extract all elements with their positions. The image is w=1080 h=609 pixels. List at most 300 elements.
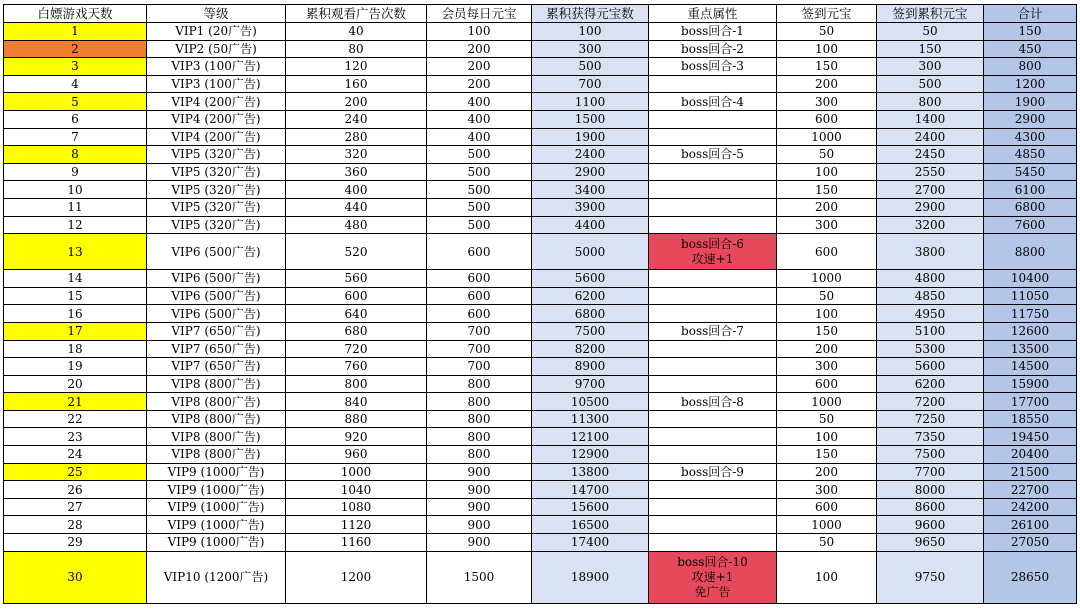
cell-level[interactable]: VIP6 (500广告): [147, 234, 286, 270]
cell-ad-views[interactable]: 1080: [286, 498, 427, 516]
header-cell-days[interactable]: 白嫖游戏天数: [4, 5, 147, 23]
cell-ad-views[interactable]: 1160: [286, 534, 427, 552]
cell-accumulated-yuanbao[interactable]: 700: [532, 75, 649, 93]
cell-total[interactable]: 24200: [984, 498, 1077, 516]
cell-level[interactable]: VIP9 (1000广告): [147, 498, 286, 516]
attribute-line: boss回合-3: [681, 59, 744, 74]
cell-ad-views[interactable]: 640: [286, 305, 427, 323]
header-cell-level[interactable]: 等级: [147, 5, 286, 23]
cell-daily-yuanbao[interactable]: 700: [427, 358, 532, 376]
cell-signin-accumulated[interactable]: 50: [877, 23, 984, 41]
cell-daily-yuanbao[interactable]: 900: [427, 498, 532, 516]
cell-signin-accumulated[interactable]: 7500: [877, 446, 984, 464]
cell-level[interactable]: VIP8 (800广告): [147, 446, 286, 464]
cell-ad-views[interactable]: 160: [286, 75, 427, 93]
cell-day[interactable]: 18: [4, 340, 147, 358]
cell-accumulated-yuanbao[interactable]: 12900: [532, 446, 649, 464]
cell-accumulated-yuanbao[interactable]: 2900: [532, 163, 649, 181]
cell-level[interactable]: VIP4 (200广告): [147, 93, 286, 111]
cell-total[interactable]: 8800: [984, 234, 1077, 270]
cell-key-attribute[interactable]: [649, 481, 777, 499]
cell-day[interactable]: 28: [4, 516, 147, 534]
cell-daily-yuanbao[interactable]: 600: [427, 270, 532, 288]
table-row: [4, 463, 1077, 481]
cell-signin-accumulated[interactable]: 7250: [877, 410, 984, 428]
cell-signin-accumulated[interactable]: 5300: [877, 340, 984, 358]
cell-day[interactable]: 1: [4, 23, 147, 41]
cell-day[interactable]: 8: [4, 146, 147, 164]
cell-day[interactable]: 16: [4, 305, 147, 323]
cell-key-attribute[interactable]: [649, 410, 777, 428]
cell-total[interactable]: 27050: [984, 534, 1077, 552]
header-cell-accumulated-yuanbao[interactable]: 累积获得元宝数: [532, 5, 649, 23]
cell-signin-yuanbao[interactable]: 600: [777, 375, 877, 393]
cell-ad-views[interactable]: 600: [286, 287, 427, 305]
cell-day[interactable]: 21: [4, 393, 147, 411]
cell-ad-views[interactable]: 400: [286, 181, 427, 199]
cell-daily-yuanbao[interactable]: 800: [427, 410, 532, 428]
cell-daily-yuanbao[interactable]: 800: [427, 428, 532, 446]
cell-accumulated-yuanbao[interactable]: 3400: [532, 181, 649, 199]
cell-level[interactable]: VIP5 (320广告): [147, 181, 286, 199]
cell-level[interactable]: VIP3 (100广告): [147, 75, 286, 93]
cell-signin-yuanbao[interactable]: 300: [777, 93, 877, 111]
table-row: [4, 322, 1077, 340]
cell-daily-yuanbao[interactable]: 900: [427, 516, 532, 534]
cell-accumulated-yuanbao[interactable]: 11300: [532, 410, 649, 428]
cell-level[interactable]: VIP9 (1000广告): [147, 516, 286, 534]
cell-accumulated-yuanbao[interactable]: 100: [532, 23, 649, 41]
cell-level[interactable]: VIP4 (200广告): [147, 128, 286, 146]
cell-signin-accumulated[interactable]: 2450: [877, 146, 984, 164]
cell-total[interactable]: 1900: [984, 93, 1077, 111]
cell-signin-accumulated[interactable]: 800: [877, 93, 984, 111]
cell-key-attribute[interactable]: [649, 446, 777, 464]
cell-signin-accumulated[interactable]: 9600: [877, 516, 984, 534]
cell-accumulated-yuanbao[interactable]: 6800: [532, 305, 649, 323]
cell-signin-accumulated[interactable]: 4800: [877, 270, 984, 288]
table-row: [4, 110, 1077, 128]
cell-accumulated-yuanbao[interactable]: 8200: [532, 340, 649, 358]
cell-key-attribute[interactable]: [649, 375, 777, 393]
cell-accumulated-yuanbao[interactable]: 3900: [532, 198, 649, 216]
cell-key-attribute[interactable]: [649, 216, 777, 234]
cell-ad-views[interactable]: 680: [286, 322, 427, 340]
cell-key-attribute[interactable]: [649, 498, 777, 516]
cell-signin-yuanbao[interactable]: 600: [777, 498, 877, 516]
cell-signin-yuanbao[interactable]: 200: [777, 198, 877, 216]
cell-level[interactable]: VIP5 (320广告): [147, 216, 286, 234]
cell-accumulated-yuanbao[interactable]: 500: [532, 58, 649, 76]
cell-daily-yuanbao[interactable]: 400: [427, 93, 532, 111]
cell-level[interactable]: VIP9 (1000广告): [147, 463, 286, 481]
cell-ad-views[interactable]: 440: [286, 198, 427, 216]
cell-ad-views[interactable]: 880: [286, 410, 427, 428]
cell-level[interactable]: VIP10 (1200广告): [147, 551, 286, 603]
cell-day[interactable]: 13: [4, 234, 147, 270]
cell-ad-views[interactable]: 920: [286, 428, 427, 446]
cell-accumulated-yuanbao[interactable]: 1900: [532, 128, 649, 146]
cell-signin-accumulated[interactable]: 4950: [877, 305, 984, 323]
cell-day[interactable]: 22: [4, 410, 147, 428]
cell-signin-yuanbao[interactable]: 150: [777, 181, 877, 199]
cell-total[interactable]: 150: [984, 23, 1077, 41]
cell-level[interactable]: VIP5 (320广告): [147, 163, 286, 181]
attribute-line: 免广告: [694, 584, 731, 599]
cell-accumulated-yuanbao[interactable]: 9700: [532, 375, 649, 393]
cell-day[interactable]: 10: [4, 181, 147, 199]
cell-signin-accumulated[interactable]: 8600: [877, 498, 984, 516]
cell-ad-views[interactable]: 120: [286, 58, 427, 76]
cell-key-attribute[interactable]: [649, 305, 777, 323]
cell-key-attribute[interactable]: [649, 516, 777, 534]
cell-total[interactable]: 13500: [984, 340, 1077, 358]
cell-signin-yuanbao[interactable]: 100: [777, 428, 877, 446]
cell-total[interactable]: 4300: [984, 128, 1077, 146]
cell-day[interactable]: 7: [4, 128, 147, 146]
cell-level[interactable]: VIP5 (320广告): [147, 146, 286, 164]
cell-daily-yuanbao[interactable]: 600: [427, 234, 532, 270]
cell-level[interactable]: VIP8 (800广告): [147, 428, 286, 446]
cell-ad-views[interactable]: 800: [286, 375, 427, 393]
cell-signin-accumulated[interactable]: 5600: [877, 358, 984, 376]
cell-level[interactable]: VIP2 (50广告): [147, 40, 286, 58]
cell-key-attribute[interactable]: [649, 110, 777, 128]
cell-level[interactable]: VIP7 (650广告): [147, 340, 286, 358]
cell-signin-yuanbao[interactable]: 300: [777, 216, 877, 234]
cell-total[interactable]: 7600: [984, 216, 1077, 234]
cell-signin-yuanbao[interactable]: 600: [777, 234, 877, 270]
header-cell-signin-yuanbao[interactable]: 签到元宝: [777, 5, 877, 23]
cell-key-attribute[interactable]: [649, 146, 777, 164]
cell-total[interactable]: 5450: [984, 163, 1077, 181]
cell-ad-views[interactable]: 280: [286, 128, 427, 146]
cell-accumulated-yuanbao[interactable]: 17400: [532, 534, 649, 552]
cell-day[interactable]: 4: [4, 75, 147, 93]
cell-ad-views[interactable]: 320: [286, 146, 427, 164]
cell-ad-views[interactable]: 720: [286, 340, 427, 358]
table-row: [4, 128, 1077, 146]
cell-total[interactable]: 22700: [984, 481, 1077, 499]
cell-level[interactable]: VIP5 (320广告): [147, 198, 286, 216]
cell-signin-accumulated[interactable]: 2900: [877, 198, 984, 216]
cell-total[interactable]: 15900: [984, 375, 1077, 393]
cell-total[interactable]: 10400: [984, 270, 1077, 288]
cell-accumulated-yuanbao[interactable]: 14700: [532, 481, 649, 499]
cell-accumulated-yuanbao[interactable]: 1100: [532, 93, 649, 111]
cell-key-attribute[interactable]: [649, 534, 777, 552]
cell-key-attribute[interactable]: [649, 58, 777, 76]
cell-total[interactable]: 6800: [984, 198, 1077, 216]
cell-signin-yuanbao[interactable]: 200: [777, 463, 877, 481]
cell-daily-yuanbao[interactable]: 800: [427, 375, 532, 393]
cell-key-attribute[interactable]: [649, 163, 777, 181]
cell-signin-accumulated[interactable]: 500: [877, 75, 984, 93]
cell-ad-views[interactable]: 760: [286, 358, 427, 376]
cell-accumulated-yuanbao[interactable]: 18900: [532, 551, 649, 603]
cell-key-attribute[interactable]: [649, 234, 777, 270]
cell-day[interactable]: 9: [4, 163, 147, 181]
table-row: [4, 481, 1077, 499]
cell-total[interactable]: 2900: [984, 110, 1077, 128]
table-row: [4, 428, 1077, 446]
cell-level[interactable]: VIP8 (800广告): [147, 410, 286, 428]
cell-accumulated-yuanbao[interactable]: 13800: [532, 463, 649, 481]
cell-ad-views[interactable]: 80: [286, 40, 427, 58]
cell-key-attribute[interactable]: [649, 393, 777, 411]
table-row: [4, 163, 1077, 181]
cell-key-attribute[interactable]: [649, 128, 777, 146]
cell-ad-views[interactable]: 520: [286, 234, 427, 270]
cell-level[interactable]: VIP3 (100广告): [147, 58, 286, 76]
cell-signin-accumulated[interactable]: 2550: [877, 163, 984, 181]
cell-signin-yuanbao[interactable]: 1000: [777, 393, 877, 411]
cell-total[interactable]: 11050: [984, 287, 1077, 305]
cell-level[interactable]: VIP7 (650广告): [147, 358, 286, 376]
cell-accumulated-yuanbao[interactable]: 10500: [532, 393, 649, 411]
cell-signin-yuanbao[interactable]: 200: [777, 340, 877, 358]
cell-signin-accumulated[interactable]: 5100: [877, 322, 984, 340]
cell-ad-views[interactable]: 480: [286, 216, 427, 234]
cell-level[interactable]: VIP8 (800广告): [147, 375, 286, 393]
cell-daily-yuanbao[interactable]: 500: [427, 163, 532, 181]
cell-daily-yuanbao[interactable]: 600: [427, 287, 532, 305]
cell-signin-accumulated[interactable]: 9750: [877, 551, 984, 603]
cell-signin-accumulated[interactable]: 7350: [877, 428, 984, 446]
cell-level[interactable]: VIP1 (20广告): [147, 23, 286, 41]
cell-ad-views[interactable]: 1040: [286, 481, 427, 499]
cell-daily-yuanbao[interactable]: 200: [427, 40, 532, 58]
cell-accumulated-yuanbao[interactable]: 5600: [532, 270, 649, 288]
cell-daily-yuanbao[interactable]: 900: [427, 534, 532, 552]
cell-day[interactable]: 11: [4, 198, 147, 216]
attribute-line: boss回合-8: [681, 394, 744, 409]
cell-signin-yuanbao[interactable]: 100: [777, 551, 877, 603]
cell-day[interactable]: 2: [4, 40, 147, 58]
table-row: [4, 234, 1077, 270]
cell-level[interactable]: VIP4 (200广告): [147, 110, 286, 128]
cell-ad-views[interactable]: 240: [286, 110, 427, 128]
cell-total[interactable]: 21500: [984, 463, 1077, 481]
cell-signin-yuanbao[interactable]: 100: [777, 163, 877, 181]
cell-signin-yuanbao[interactable]: 1000: [777, 128, 877, 146]
cell-signin-yuanbao[interactable]: 50: [777, 287, 877, 305]
cell-key-attribute[interactable]: [649, 181, 777, 199]
cell-ad-views[interactable]: 360: [286, 163, 427, 181]
cell-daily-yuanbao[interactable]: 500: [427, 216, 532, 234]
cell-key-attribute[interactable]: [649, 428, 777, 446]
cell-daily-yuanbao[interactable]: 900: [427, 463, 532, 481]
cell-signin-accumulated[interactable]: 9650: [877, 534, 984, 552]
table-row: [4, 146, 1077, 164]
header-cell-key-attribute[interactable]: 重点属性: [649, 5, 777, 23]
cell-accumulated-yuanbao[interactable]: 7500: [532, 322, 649, 340]
cell-day[interactable]: 30: [4, 551, 147, 603]
cell-signin-yuanbao[interactable]: 100: [777, 40, 877, 58]
cell-ad-views[interactable]: 40: [286, 23, 427, 41]
cell-daily-yuanbao[interactable]: 700: [427, 340, 532, 358]
header-cell-signin-accumulated[interactable]: 签到累积元宝: [877, 5, 984, 23]
cell-day[interactable]: 26: [4, 481, 147, 499]
cell-day[interactable]: 14: [4, 270, 147, 288]
cell-signin-yuanbao[interactable]: 150: [777, 446, 877, 464]
cell-ad-views[interactable]: 200: [286, 93, 427, 111]
cell-day[interactable]: 29: [4, 534, 147, 552]
attribute-line: boss回合-10: [677, 554, 748, 569]
cell-key-attribute[interactable]: [649, 93, 777, 111]
attribute-line: boss回合-6: [681, 236, 744, 251]
cell-accumulated-yuanbao[interactable]: 5000: [532, 234, 649, 270]
cell-total[interactable]: 17700: [984, 393, 1077, 411]
cell-signin-accumulated[interactable]: 8000: [877, 481, 984, 499]
cell-signin-accumulated[interactable]: 3800: [877, 234, 984, 270]
cell-total[interactable]: 4850: [984, 146, 1077, 164]
cell-day[interactable]: 20: [4, 375, 147, 393]
cell-key-attribute[interactable]: [649, 40, 777, 58]
header-row: [4, 5, 1077, 23]
cell-key-attribute[interactable]: [649, 358, 777, 376]
cell-total[interactable]: 28650: [984, 551, 1077, 603]
cell-signin-yuanbao[interactable]: 50: [777, 146, 877, 164]
cell-level[interactable]: VIP6 (500广告): [147, 305, 286, 323]
cell-level[interactable]: VIP8 (800广告): [147, 393, 286, 411]
cell-daily-yuanbao[interactable]: 800: [427, 393, 532, 411]
cell-accumulated-yuanbao[interactable]: 12100: [532, 428, 649, 446]
cell-signin-yuanbao[interactable]: 150: [777, 58, 877, 76]
cell-day[interactable]: 25: [4, 463, 147, 481]
cell-signin-yuanbao[interactable]: 1000: [777, 270, 877, 288]
attribute-line: 攻速+1: [691, 569, 734, 584]
cell-total[interactable]: 450: [984, 40, 1077, 58]
cell-accumulated-yuanbao[interactable]: 6200: [532, 287, 649, 305]
cell-accumulated-yuanbao[interactable]: 2400: [532, 146, 649, 164]
reward-table: [3, 4, 1077, 604]
cell-signin-yuanbao[interactable]: 200: [777, 75, 877, 93]
cell-signin-accumulated[interactable]: 150: [877, 40, 984, 58]
header-cell-ad-views[interactable]: 累积观看广告次数: [286, 5, 427, 23]
cell-accumulated-yuanbao[interactable]: 4400: [532, 216, 649, 234]
cell-day[interactable]: 17: [4, 322, 147, 340]
cell-ad-views[interactable]: 560: [286, 270, 427, 288]
cell-daily-yuanbao[interactable]: 200: [427, 75, 532, 93]
cell-total[interactable]: 800: [984, 58, 1077, 76]
cell-key-attribute[interactable]: [649, 75, 777, 93]
cell-signin-yuanbao[interactable]: 100: [777, 305, 877, 323]
cell-day[interactable]: 3: [4, 58, 147, 76]
cell-level[interactable]: VIP7 (650广告): [147, 322, 286, 340]
cell-key-attribute[interactable]: [649, 551, 777, 603]
header-cell-total[interactable]: 合计: [984, 5, 1077, 23]
table-row: [4, 270, 1077, 288]
cell-signin-yuanbao[interactable]: 1000: [777, 516, 877, 534]
cell-level[interactable]: VIP9 (1000广告): [147, 534, 286, 552]
cell-daily-yuanbao[interactable]: 200: [427, 58, 532, 76]
cell-signin-accumulated[interactable]: 7700: [877, 463, 984, 481]
cell-day[interactable]: 15: [4, 287, 147, 305]
cell-level[interactable]: VIP9 (1000广告): [147, 481, 286, 499]
cell-daily-yuanbao[interactable]: 1500: [427, 551, 532, 603]
cell-daily-yuanbao[interactable]: 400: [427, 128, 532, 146]
cell-day[interactable]: 5: [4, 93, 147, 111]
cell-signin-yuanbao[interactable]: 50: [777, 534, 877, 552]
cell-accumulated-yuanbao[interactable]: 16500: [532, 516, 649, 534]
cell-total[interactable]: 26100: [984, 516, 1077, 534]
cell-level[interactable]: VIP6 (500广告): [147, 287, 286, 305]
cell-accumulated-yuanbao[interactable]: 8900: [532, 358, 649, 376]
cell-daily-yuanbao[interactable]: 700: [427, 322, 532, 340]
cell-day[interactable]: 12: [4, 216, 147, 234]
cell-signin-accumulated[interactable]: 3200: [877, 216, 984, 234]
table-row: [4, 410, 1077, 428]
cell-daily-yuanbao[interactable]: 800: [427, 446, 532, 464]
cell-total[interactable]: 6100: [984, 181, 1077, 199]
cell-total[interactable]: 19450: [984, 428, 1077, 446]
cell-total[interactable]: 18550: [984, 410, 1077, 428]
table-row: [4, 40, 1077, 58]
cell-total[interactable]: 12600: [984, 322, 1077, 340]
cell-signin-accumulated[interactable]: 300: [877, 58, 984, 76]
cell-key-attribute[interactable]: [649, 198, 777, 216]
cell-signin-accumulated[interactable]: 1400: [877, 110, 984, 128]
cell-accumulated-yuanbao[interactable]: 15600: [532, 498, 649, 516]
cell-accumulated-yuanbao[interactable]: 1500: [532, 110, 649, 128]
cell-signin-yuanbao[interactable]: 50: [777, 410, 877, 428]
cell-daily-yuanbao[interactable]: 100: [427, 23, 532, 41]
cell-signin-accumulated[interactable]: 6200: [877, 375, 984, 393]
cell-signin-accumulated[interactable]: 2700: [877, 181, 984, 199]
cell-day[interactable]: 23: [4, 428, 147, 446]
cell-daily-yuanbao[interactable]: 500: [427, 198, 532, 216]
cell-ad-views[interactable]: 1120: [286, 516, 427, 534]
table-row: [4, 393, 1077, 411]
cell-daily-yuanbao[interactable]: 600: [427, 305, 532, 323]
cell-day[interactable]: 19: [4, 358, 147, 376]
header-cell-daily-yuanbao[interactable]: 会员每日元宝: [427, 5, 532, 23]
cell-key-attribute[interactable]: [649, 463, 777, 481]
cell-total[interactable]: 11750: [984, 305, 1077, 323]
cell-signin-yuanbao[interactable]: 300: [777, 358, 877, 376]
cell-signin-accumulated[interactable]: 4850: [877, 287, 984, 305]
cell-signin-yuanbao[interactable]: 150: [777, 322, 877, 340]
cell-day[interactable]: 6: [4, 110, 147, 128]
cell-signin-accumulated[interactable]: 2400: [877, 128, 984, 146]
cell-key-attribute[interactable]: [649, 340, 777, 358]
cell-key-attribute[interactable]: [649, 270, 777, 288]
cell-daily-yuanbao[interactable]: 400: [427, 110, 532, 128]
cell-signin-yuanbao[interactable]: 50: [777, 23, 877, 41]
cell-key-attribute[interactable]: [649, 322, 777, 340]
cell-ad-views[interactable]: 960: [286, 446, 427, 464]
cell-ad-views[interactable]: 1000: [286, 463, 427, 481]
cell-day[interactable]: 27: [4, 498, 147, 516]
cell-key-attribute[interactable]: [649, 287, 777, 305]
cell-total[interactable]: 1200: [984, 75, 1077, 93]
cell-signin-accumulated[interactable]: 7200: [877, 393, 984, 411]
cell-accumulated-yuanbao[interactable]: 300: [532, 40, 649, 58]
cell-level[interactable]: VIP6 (500广告): [147, 270, 286, 288]
cell-day[interactable]: 24: [4, 446, 147, 464]
cell-total[interactable]: 20400: [984, 446, 1077, 464]
cell-total[interactable]: 14500: [984, 358, 1077, 376]
cell-ad-views[interactable]: 1200: [286, 551, 427, 603]
cell-daily-yuanbao[interactable]: 900: [427, 481, 532, 499]
cell-signin-yuanbao[interactable]: 300: [777, 481, 877, 499]
cell-signin-yuanbao[interactable]: 600: [777, 110, 877, 128]
cell-key-attribute[interactable]: [649, 23, 777, 41]
cell-ad-views[interactable]: 840: [286, 393, 427, 411]
cell-daily-yuanbao[interactable]: 500: [427, 146, 532, 164]
cell-daily-yuanbao[interactable]: 500: [427, 181, 532, 199]
